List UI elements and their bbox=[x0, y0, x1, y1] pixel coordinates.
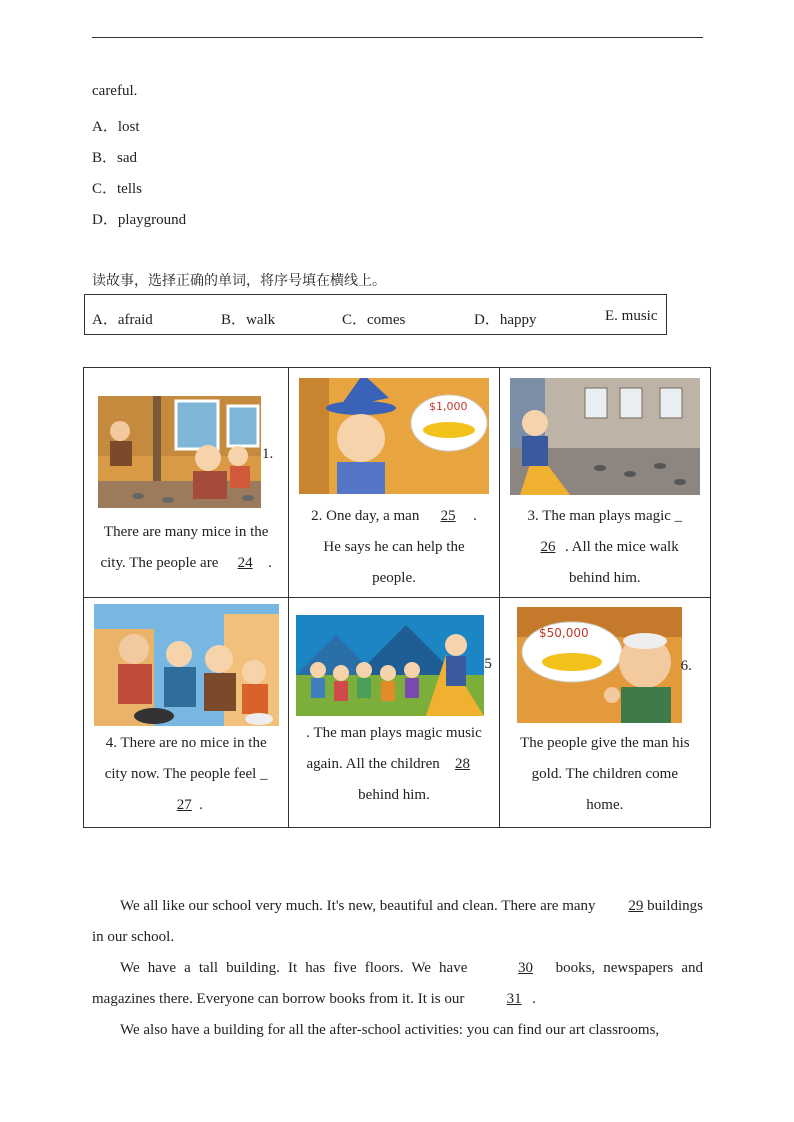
cell-6-number: 6. bbox=[680, 658, 692, 674]
story-cell-1 bbox=[84, 368, 289, 598]
passage-p2-mid: books, newspapers and bbox=[555, 960, 704, 976]
cell-5-number: 5 bbox=[484, 656, 492, 672]
price-tag-1000: $1,000 bbox=[429, 400, 468, 413]
cell-3-line-3: behind him. bbox=[569, 570, 641, 586]
prev-question-tail: careful. bbox=[92, 83, 138, 99]
cell-5-line-3: behind him. bbox=[358, 787, 430, 803]
story-cell-4 bbox=[84, 598, 289, 828]
cell-2-line-1-wrap: 2. One day, a man 25 . bbox=[289, 501, 498, 532]
header-rule bbox=[92, 37, 703, 38]
story-cell-3 bbox=[499, 368, 710, 598]
cell-3-line-2-wrap: 26 . All the mice walk bbox=[500, 532, 710, 563]
piper-gold-thought-image bbox=[299, 378, 489, 494]
cell-4-line-2-wrap: city now. The people feel _ bbox=[104, 766, 268, 782]
cell-3-line-2: All the mice walk bbox=[571, 539, 679, 555]
cell-5-line-2-wrap bbox=[289, 749, 498, 780]
blank-28[interactable]: 28 bbox=[455, 756, 471, 772]
blank-24[interactable]: 24 bbox=[237, 555, 253, 571]
cell-1-number: 1. bbox=[262, 446, 274, 462]
blank-26[interactable]: 26 bbox=[540, 539, 556, 555]
children-following-piper-image bbox=[296, 615, 484, 716]
option-a[interactable]: A．lost bbox=[92, 119, 140, 135]
cell-4-line-1: 4. There are no mice in the bbox=[105, 735, 267, 751]
word-bank-e: E. music bbox=[605, 308, 658, 324]
townspeople-scared-mice-image bbox=[98, 396, 261, 508]
cell-2-line-3: people. bbox=[372, 570, 416, 586]
passage-p1-text: We all like our school very much. It's new, beautiful and clean. There are many bbox=[120, 898, 596, 914]
option-c[interactable]: C．tells bbox=[92, 181, 143, 197]
blank-29[interactable]: 29 bbox=[628, 898, 644, 914]
price-tag-50000: $50,000 bbox=[538, 626, 589, 640]
story-table bbox=[83, 367, 711, 828]
cell-1-line-1: There are many mice in the bbox=[103, 524, 269, 540]
cell-1-line-2: city. The people are bbox=[100, 555, 219, 571]
word-bank-d: D．happy bbox=[474, 312, 537, 328]
option-d[interactable]: D．playground bbox=[92, 212, 187, 228]
cell-5-line-1: . The man plays magic music bbox=[306, 725, 482, 741]
cell-4-line-3-wrap: 27 . bbox=[84, 790, 288, 821]
passage-paragraph-2: We have a tall building. It has five floors. We have 30 books, newspapers and magazines there. Everyone can borrow books from it. It is our 31 . bbox=[92, 953, 703, 1015]
option-b[interactable]: B．sad bbox=[92, 150, 138, 166]
piper-playing-mice-image bbox=[510, 378, 700, 495]
cell-2-line-1: 2. One day, a man bbox=[311, 508, 420, 524]
cell-3-line-1-wrap: 3. The man plays magic _ bbox=[527, 508, 683, 524]
blank-30[interactable]: 30 bbox=[517, 960, 533, 976]
blank-31[interactable]: 31 bbox=[506, 991, 522, 1007]
cell-6-line-3: home. bbox=[586, 797, 624, 813]
word-bank-b: B．walk bbox=[221, 312, 276, 328]
story-cell-5 bbox=[289, 598, 499, 828]
cell-6-line-2: gold. The children come bbox=[531, 766, 679, 782]
cell-6-line-1: The people give the man his bbox=[520, 735, 690, 751]
cell-4-line-2: city now. The people feel bbox=[104, 766, 257, 782]
cell-5-line-2: again. All the children bbox=[306, 756, 440, 772]
townspeople-happy-image bbox=[94, 604, 279, 726]
word-bank bbox=[84, 294, 667, 335]
blank-27[interactable]: 27 bbox=[176, 797, 192, 813]
elder-50000-thought-image bbox=[517, 607, 682, 723]
word-bank-a: A．afraid bbox=[92, 312, 153, 328]
cell-3-line-1: 3. The man plays magic bbox=[527, 508, 671, 524]
section-instruction: 读故事，选择正确的单词，将序号填在横线上。 bbox=[92, 273, 386, 289]
story-cell-2 bbox=[289, 368, 499, 598]
passage-p2-text: We have a tall building. It has five floors. We have bbox=[120, 960, 468, 976]
passage-paragraph-1 bbox=[92, 891, 703, 953]
cell-2-line-2: He says he can help the bbox=[323, 539, 465, 555]
cell-1-line-2-wrap: city. The people are 24 . bbox=[84, 548, 288, 579]
word-bank-c: C．comes bbox=[342, 312, 406, 328]
story-cell-6 bbox=[499, 598, 710, 828]
passage-p2-end: magazines there. Everyone can borrow books from it. It is our bbox=[92, 991, 465, 1007]
passage-paragraph-3: We also have a building for all the after-school activities: you can find our art classrooms, bbox=[120, 1022, 660, 1038]
passage-p1-end: buildings in our school. bbox=[92, 898, 703, 945]
blank-25[interactable]: 25 bbox=[440, 508, 456, 524]
